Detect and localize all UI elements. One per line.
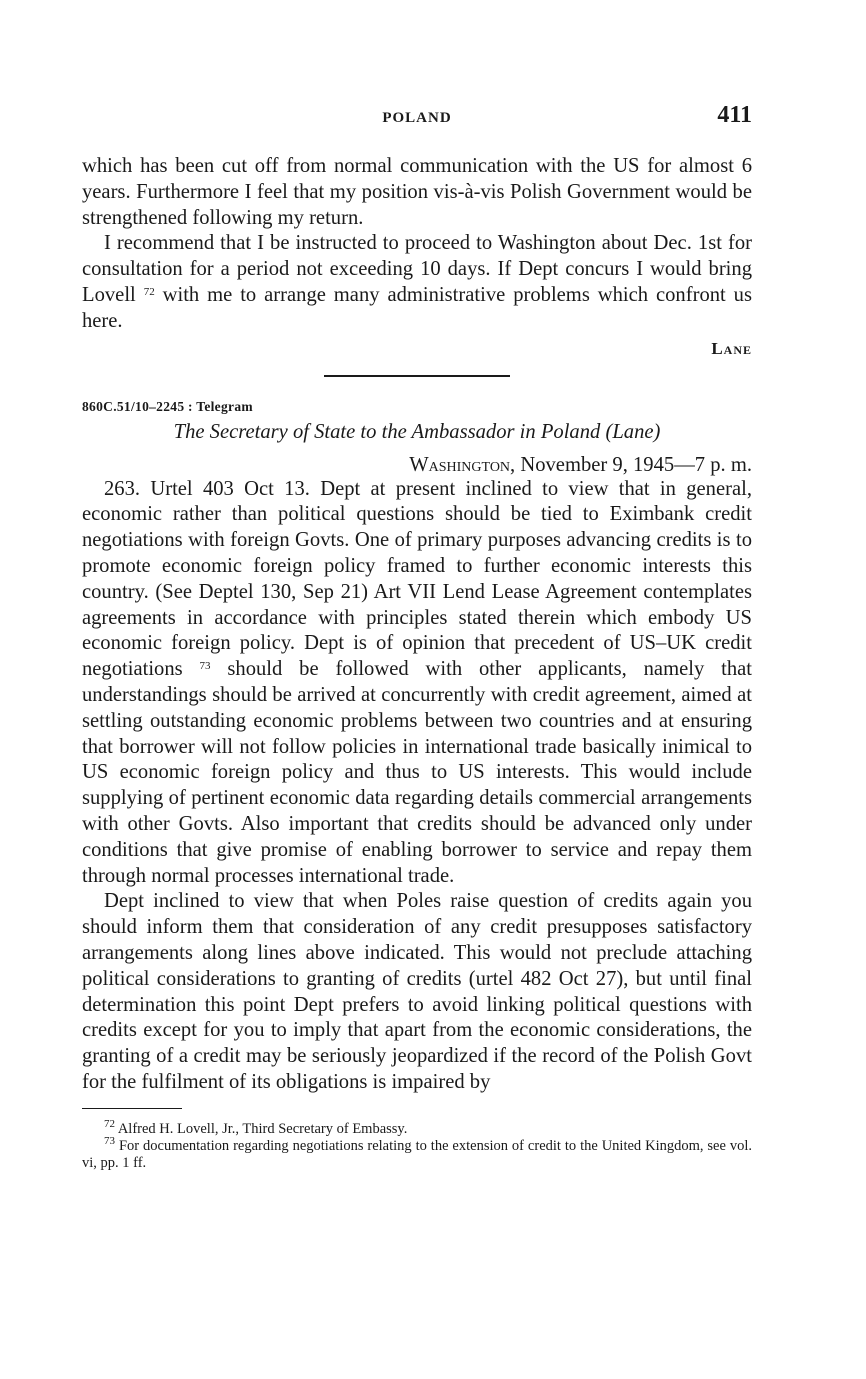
footnote-ref-72: 72	[143, 285, 155, 298]
telegram-text: 263. Urtel 403 Oct 13. Dept at present inclined to view that in general, economic rather than political questions should be tied to Eximbank credit negotiations with foreign Govts. One of primary purposes advancing credits is to promote economic foreign policy framed to further economic interests this country. (See Deptel 130, Sep 21) Art VII Lend Lease Agreement contemplates agreements in accordance with principles stated therein which embody US economic foreign policy. Dept is of opinion that precedent of US–UK credit negotiations	[82, 477, 752, 681]
dateline-place: Washington	[409, 453, 511, 476]
footnote-divider	[82, 1108, 182, 1110]
page-header	[82, 100, 752, 140]
footnote	[82, 1118, 752, 1138]
recommendation-text-end: with me to arrange many administrative problems which confront us here.	[82, 283, 752, 332]
telegram-paragraph-1	[82, 477, 752, 890]
footnotes	[82, 1118, 753, 1172]
file-reference: 860C.51/10–2245 : Telegram	[82, 398, 253, 414]
recommendation-text: I recommend that I be instructed to proceed to Washington about Dec. 1st for consultation for a period not exceeding 10 days. If Dept concurs I would bring Lovell	[82, 232, 752, 306]
document-page	[82, 100, 752, 1172]
page-number: 411	[717, 102, 752, 128]
footnote-number: 73	[104, 1135, 115, 1148]
running-head: POLAND	[382, 110, 452, 126]
dateline	[82, 454, 752, 477]
dateline-date: , November 9, 1945—7 p. m.	[510, 453, 752, 476]
recommendation-paragraph	[82, 231, 752, 334]
footnote-ref-73: 73	[199, 660, 211, 673]
document-title: The Secretary of State to the Ambassador in Poland (Lane)	[173, 420, 661, 443]
footnote-number: 72	[104, 1118, 115, 1131]
footnote	[82, 1135, 753, 1172]
telegram-text-end: should be followed with other applicants, namely that understandings should be arrived at concurrently with credit agreement, aimed at settling outstanding economic problems between two countries and at ensuring that borrower will not follow policies in international trade basically inimical to US economic foreign policy and thus to US interests. This would include supplying of pertinent economic data regarding details commercial arrangements with other Govts. Also important that credits should be advanced only under conditions that give promise of enabling borrower to service and repay them through normal processes international trade.	[82, 658, 752, 887]
signature: Lane	[711, 338, 752, 358]
footnote-text: For documentation regarding negotiations relating to the extension of credit to the United Kingdom, see vol. vi, pp. 1 ff.	[82, 1138, 753, 1172]
telegram-paragraph-2: Dept inclined to view that when Poles raise question of credits again you should inform them that consideration of any credit presupposes satisfactory arrangements along lines above indicated. This would not preclude attaching political considerations to granting of credits (urtel 482 Oct 27), but until final determination this point Dept prefers to avoid linking political questions with credits except for you to imply that apart from the economic considerations, the granting of a credit may be seriously jeopardized if the record of the Polish Govt for the fulfilment of its obligations is impaired by	[82, 890, 752, 1093]
continued-paragraph: which has been cut off from normal communication with the US for almost 6 years. Furthermore I feel that my position vis-à-vis Polish Government would be strengthened following my return.	[82, 155, 752, 229]
section-divider	[324, 375, 510, 377]
footnote-text: Alfred H. Lovell, Jr., Third Secretary of Embassy.	[117, 1121, 408, 1138]
